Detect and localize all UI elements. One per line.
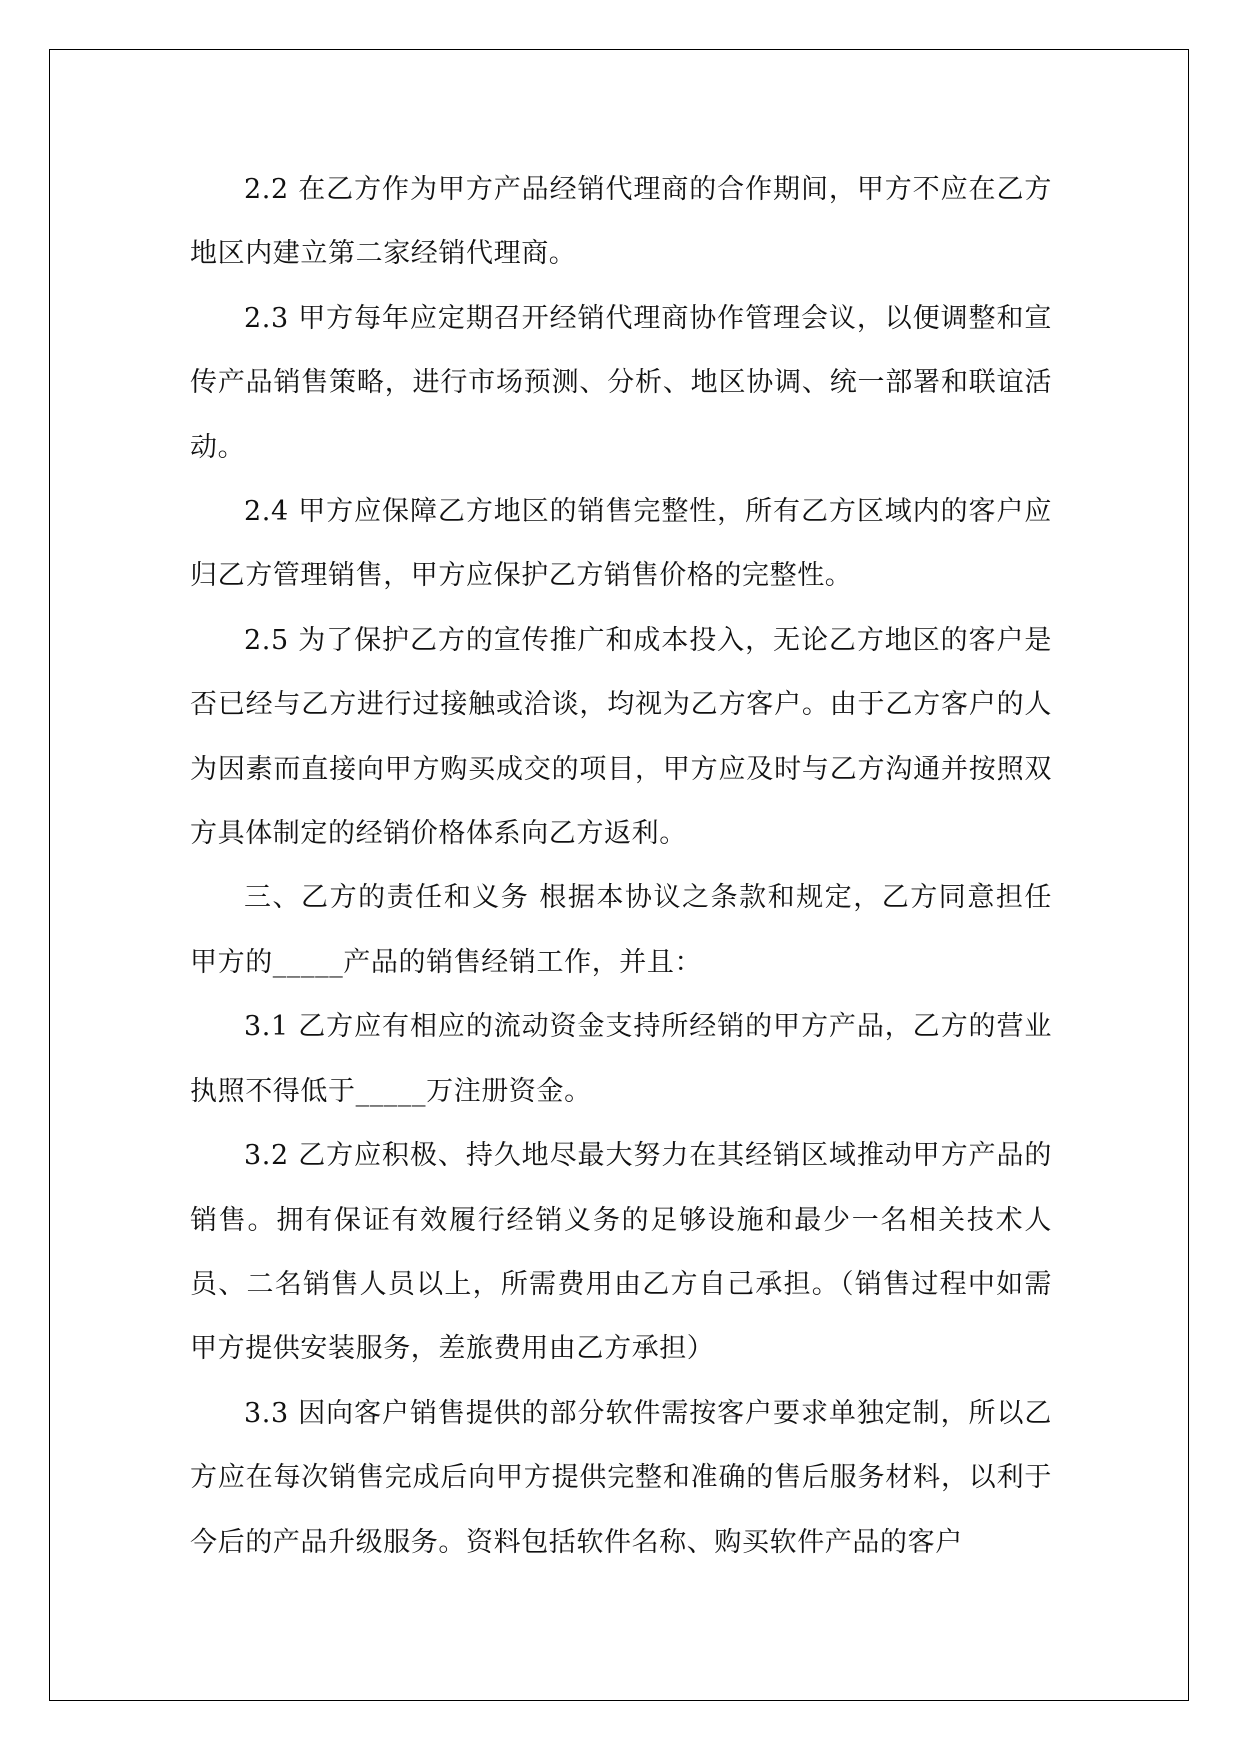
section-3-heading: 三、乙方的责任和义务 根据本协议之条款和规定，乙方同意担任甲方的_____产品的销售经销工作，并且： [190,882,1052,978]
clause-2-2: 2.2 在乙方作为甲方产品经销代理商的合作期间，甲方不应在乙方地区内建立第二家经销代理商。 [190,174,1052,270]
clause-3-3: 3.3 因向客户销售提供的部分软件需按客户要求单独定制，所以乙方应在每次销售完成后向甲方提供完整和准确的售后服务材料，以利于今后的产品升级服务。资料包括软件名称、购买软件产品的客户 [190,1397,1052,1558]
clause-3-2: 3.2 乙方应积极、持久地尽最大努力在其经销区域推动甲方产品的销售。拥有保证有效履行经销义务的足够设施和最少一名相关技术人员、二名销售人员以上，所需费用由乙方自己承担。（销售过程中如需甲方提供安装服务，差旅费用由乙方承担） [190,1140,1052,1365]
clause-2-4: 2.4 甲方应保障乙方地区的销售完整性，所有乙方区域内的客户应归乙方管理销售，甲方应保护乙方销售价格的完整性。 [190,496,1052,592]
document-body [190,158,1052,1575]
clause-2-5: 2.5 为了保护乙方的宣传推广和成本投入，无论乙方地区的客户是否已经与乙方进行过接触或洽谈，均视为乙方客户。由于乙方客户的人为因素而直接向甲方购买成交的项目，甲方应及时与乙方沟通并按照双方具体制定的经销价格体系向乙方返利。 [190,624,1052,850]
clause-3-1: 3.1 乙方应有相应的流动资金支持所经销的甲方产品，乙方的营业执照不得低于_____万注册资金。 [190,1011,1052,1107]
clause-2-3: 2.3 甲方每年应定期召开经销代理商协作管理会议，以便调整和宣传产品销售策略，进行市场预测、分析、地区协调、统一部署和联谊活动。 [190,302,1052,463]
